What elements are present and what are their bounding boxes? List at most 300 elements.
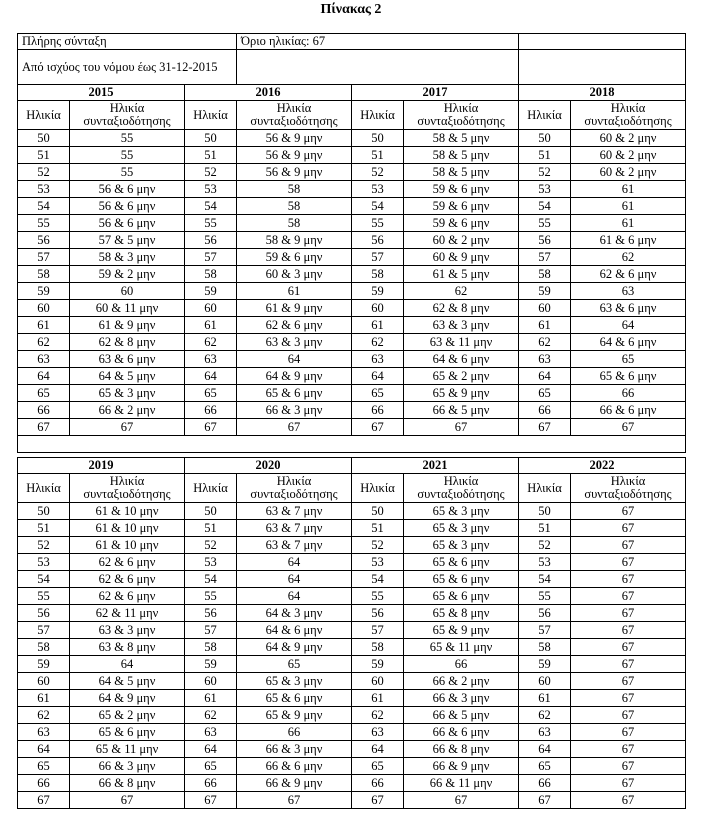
pension-age-cell: 56 & 6 μην — [70, 215, 185, 232]
column-header-age: Ηλικία — [185, 474, 237, 503]
age-cell: 56 — [352, 232, 404, 249]
age-cell: 62 — [352, 707, 404, 724]
age-cell: 64 — [18, 741, 70, 758]
age-cell: 50 — [519, 503, 571, 520]
pension-age-cell: 59 & 6 μην — [237, 249, 352, 266]
pension-age-cell: 66 & 6 μην — [237, 758, 352, 775]
age-cell: 50 — [185, 130, 237, 147]
pension-age-cell: 67 — [571, 792, 686, 809]
age-cell: 64 — [185, 368, 237, 385]
age-cell: 53 — [352, 181, 404, 198]
age-cell: 53 — [185, 181, 237, 198]
age-cell: 59 — [352, 283, 404, 300]
age-cell: 65 — [18, 758, 70, 775]
pension-age-cell: 62 & 6 μην — [70, 554, 185, 571]
pension-age-cell: 59 & 2 μην — [70, 266, 185, 283]
age-cell: 51 — [18, 147, 70, 164]
pension-age-cell: 64 & 6 μην — [571, 334, 686, 351]
age-cell: 55 — [185, 215, 237, 232]
pension-age-cell: 65 & 2 μην — [404, 368, 519, 385]
pension-age-cell: 58 & 5 μην — [404, 130, 519, 147]
pension-age-cell: 67 — [571, 622, 686, 639]
column-header-pension-age: Ηλικία συνταξιοδότησης — [571, 101, 686, 130]
table-row — [18, 317, 686, 334]
age-cell: 53 — [519, 181, 571, 198]
pension-table-2019-2022 — [17, 457, 686, 809]
pension-age-cell: 55 — [70, 164, 185, 181]
pension-age-cell: 61 & 6 μην — [571, 232, 686, 249]
age-cell: 64 — [352, 741, 404, 758]
age-cell: 60 — [185, 673, 237, 690]
pension-age-cell: 64 — [237, 351, 352, 368]
pension-age-cell: 67 — [571, 741, 686, 758]
year-header: 2020 — [185, 458, 352, 474]
age-cell: 57 — [519, 622, 571, 639]
pension-age-cell: 65 & 3 μην — [237, 673, 352, 690]
pension-age-cell: 66 & 9 μην — [237, 775, 352, 792]
age-cell: 54 — [352, 571, 404, 588]
pension-age-cell: 66 & 6 μην — [404, 724, 519, 741]
age-cell: 64 — [185, 741, 237, 758]
age-cell: 58 — [18, 266, 70, 283]
pension-table-2015-2018 — [17, 33, 686, 453]
pension-age-cell: 56 & 9 μην — [237, 164, 352, 181]
age-cell: 65 — [185, 758, 237, 775]
pension-age-cell: 61 — [571, 198, 686, 215]
pension-age-cell: 66 — [404, 656, 519, 673]
age-cell: 65 — [519, 758, 571, 775]
age-cell: 61 — [352, 317, 404, 334]
year-header: 2021 — [352, 458, 519, 474]
age-cell: 67 — [18, 792, 70, 809]
pension-age-cell: 58 — [237, 198, 352, 215]
age-cell: 57 — [519, 249, 571, 266]
pension-age-cell: 67 — [70, 419, 185, 436]
age-cell: 51 — [519, 147, 571, 164]
age-cell: 55 — [18, 215, 70, 232]
age-cell: 51 — [352, 147, 404, 164]
age-cell: 65 — [185, 385, 237, 402]
pension-age-cell: 63 & 6 μην — [571, 300, 686, 317]
pension-age-cell: 64 & 9 μην — [70, 690, 185, 707]
pension-age-cell: 60 & 2 μην — [571, 164, 686, 181]
age-cell: 53 — [18, 181, 70, 198]
age-cell: 55 — [519, 588, 571, 605]
pension-age-cell: 64 — [237, 554, 352, 571]
pension-age-cell: 65 & 8 μην — [404, 605, 519, 622]
table-row — [18, 792, 686, 809]
age-cell: 67 — [352, 419, 404, 436]
age-cell: 65 — [352, 385, 404, 402]
pension-age-cell: 61 & 9 μην — [70, 317, 185, 334]
pension-age-cell: 58 — [237, 181, 352, 198]
spacer-row — [18, 436, 686, 453]
age-cell: 52 — [185, 164, 237, 181]
column-header-pension-age: Ηλικία συνταξιοδότησης — [70, 101, 185, 130]
pension-age-cell: 63 & 7 μην — [237, 503, 352, 520]
table-row — [18, 130, 686, 147]
pension-age-cell: 65 & 9 μην — [404, 385, 519, 402]
pension-age-cell: 62 — [571, 249, 686, 266]
pension-age-cell: 63 & 8 μην — [70, 639, 185, 656]
pension-age-cell: 64 — [70, 656, 185, 673]
age-cell: 62 — [185, 707, 237, 724]
pension-age-cell: 67 — [571, 775, 686, 792]
age-cell: 51 — [18, 520, 70, 537]
pension-age-cell: 64 & 5 μην — [70, 673, 185, 690]
table-row — [18, 622, 686, 639]
table-row — [18, 164, 686, 181]
pension-age-cell: 67 — [571, 537, 686, 554]
pension-age-cell: 60 & 2 μην — [571, 147, 686, 164]
age-cell: 61 — [18, 690, 70, 707]
pension-age-cell: 58 — [237, 215, 352, 232]
age-cell: 61 — [352, 690, 404, 707]
pension-age-cell: 58 & 9 μην — [237, 232, 352, 249]
table-row — [18, 554, 686, 571]
age-cell: 61 — [519, 690, 571, 707]
pension-age-cell: 67 — [571, 707, 686, 724]
age-cell: 67 — [185, 419, 237, 436]
age-cell: 56 — [185, 232, 237, 249]
column-header-pension-age: Ηλικία συνταξιοδότησης — [237, 474, 352, 503]
table-row — [18, 147, 686, 164]
empty-header-cell — [237, 50, 519, 85]
table-row — [18, 588, 686, 605]
pension-age-cell: 67 — [571, 673, 686, 690]
age-cell: 60 — [519, 673, 571, 690]
age-cell: 50 — [519, 130, 571, 147]
pension-age-cell: 65 & 6 μην — [237, 690, 352, 707]
table-row — [18, 724, 686, 741]
table-row — [18, 741, 686, 758]
age-cell: 58 — [185, 639, 237, 656]
age-cell: 58 — [352, 266, 404, 283]
pension-age-cell: 64 & 6 μην — [404, 351, 519, 368]
column-header-age: Ηλικία — [352, 474, 404, 503]
year-header: 2015 — [18, 85, 185, 101]
pension-age-cell: 62 & 8 μην — [70, 334, 185, 351]
table-row — [18, 503, 686, 520]
age-cell: 50 — [185, 503, 237, 520]
table-row — [18, 181, 686, 198]
pension-age-cell: 65 & 2 μην — [70, 707, 185, 724]
age-cell: 55 — [352, 215, 404, 232]
pension-age-cell: 64 & 9 μην — [237, 639, 352, 656]
pension-age-cell: 66 — [237, 724, 352, 741]
age-cell: 56 — [352, 605, 404, 622]
table-row — [18, 775, 686, 792]
pension-age-cell: 65 & 6 μην — [404, 588, 519, 605]
pension-age-cell: 65 & 6 μην — [571, 368, 686, 385]
pension-age-cell: 67 — [571, 724, 686, 741]
age-cell: 59 — [519, 283, 571, 300]
pension-age-cell: 66 & 3 μην — [237, 741, 352, 758]
pension-age-cell: 64 — [237, 588, 352, 605]
pension-age-cell: 66 — [571, 385, 686, 402]
age-cell: 50 — [18, 130, 70, 147]
column-header-age: Ηλικία — [519, 474, 571, 503]
empty-header-cell — [519, 34, 686, 50]
pension-age-cell: 65 & 6 μην — [404, 571, 519, 588]
age-cell: 67 — [18, 419, 70, 436]
from-law-label: Από ισχύος του νόμου έως 31-12-2015 — [18, 50, 237, 85]
pension-age-cell: 62 & 6 μην — [571, 266, 686, 283]
age-cell: 67 — [352, 792, 404, 809]
column-header-pension-age: Ηλικία συνταξιοδότησης — [70, 474, 185, 503]
pension-age-cell: 67 — [237, 792, 352, 809]
pension-age-cell: 63 & 7 μην — [237, 537, 352, 554]
pension-age-cell: 66 & 5 μην — [404, 707, 519, 724]
age-cell: 55 — [352, 588, 404, 605]
age-cell: 59 — [185, 656, 237, 673]
pension-age-cell: 64 — [237, 571, 352, 588]
age-cell: 63 — [519, 724, 571, 741]
age-cell: 56 — [18, 605, 70, 622]
pension-age-cell: 61 & 5 μην — [404, 266, 519, 283]
pension-age-cell: 56 & 6 μην — [70, 181, 185, 198]
age-cell: 50 — [352, 503, 404, 520]
age-cell: 55 — [519, 215, 571, 232]
pension-age-cell: 65 & 11 μην — [404, 639, 519, 656]
age-cell: 62 — [18, 334, 70, 351]
age-cell: 63 — [185, 351, 237, 368]
age-cell: 54 — [519, 198, 571, 215]
year-header: 2016 — [185, 85, 352, 101]
age-cell: 51 — [352, 520, 404, 537]
pension-age-cell: 61 & 10 μην — [70, 503, 185, 520]
pension-age-cell: 67 — [571, 520, 686, 537]
pension-age-cell: 60 & 2 μην — [571, 130, 686, 147]
table-row — [18, 639, 686, 656]
age-cell: 66 — [18, 402, 70, 419]
pension-age-cell: 65 & 9 μην — [237, 707, 352, 724]
age-cell: 52 — [519, 537, 571, 554]
year-header: 2017 — [352, 85, 519, 101]
age-cell: 56 — [519, 232, 571, 249]
pension-age-cell: 58 & 5 μην — [404, 147, 519, 164]
pension-age-cell: 64 & 5 μην — [70, 368, 185, 385]
age-cell: 58 — [519, 639, 571, 656]
age-cell: 53 — [352, 554, 404, 571]
age-cell: 59 — [185, 283, 237, 300]
column-header-pension-age: Ηλικία συνταξιοδότησης — [571, 474, 686, 503]
age-cell: 63 — [352, 724, 404, 741]
table-row — [18, 571, 686, 588]
table-row — [18, 402, 686, 419]
pension-age-cell: 63 & 3 μην — [404, 317, 519, 334]
pension-age-cell: 62 & 6 μην — [70, 588, 185, 605]
empty-header-cell — [519, 50, 686, 85]
column-header-pension-age: Ηλικία συνταξιοδότησης — [237, 101, 352, 130]
table-row — [18, 266, 686, 283]
pension-age-cell: 66 & 5 μην — [404, 402, 519, 419]
pension-age-cell: 62 & 11 μην — [70, 605, 185, 622]
pension-age-cell: 64 & 6 μην — [237, 622, 352, 639]
age-cell: 60 — [352, 300, 404, 317]
pension-age-cell: 63 & 6 μην — [70, 351, 185, 368]
age-cell: 53 — [185, 554, 237, 571]
age-cell: 63 — [519, 351, 571, 368]
pension-age-cell: 66 & 6 μην — [571, 402, 686, 419]
pension-age-cell: 60 & 3 μην — [237, 266, 352, 283]
age-cell: 60 — [18, 673, 70, 690]
age-cell: 57 — [352, 249, 404, 266]
pension-age-cell: 63 — [571, 283, 686, 300]
age-cell: 66 — [352, 775, 404, 792]
age-cell: 52 — [185, 537, 237, 554]
age-cell: 50 — [18, 503, 70, 520]
pension-age-cell: 58 & 5 μην — [404, 164, 519, 181]
age-cell: 64 — [18, 368, 70, 385]
age-cell: 58 — [18, 639, 70, 656]
pension-age-cell: 64 — [571, 317, 686, 334]
age-cell: 54 — [185, 198, 237, 215]
age-cell: 59 — [18, 283, 70, 300]
age-cell: 51 — [185, 520, 237, 537]
age-cell: 63 — [352, 351, 404, 368]
age-cell: 62 — [352, 334, 404, 351]
pension-age-cell: 59 & 6 μην — [404, 198, 519, 215]
age-limit-label: Όριο ηλικίας: 67 — [237, 34, 519, 50]
pension-age-cell: 67 — [571, 758, 686, 775]
age-cell: 58 — [185, 266, 237, 283]
age-cell: 61 — [185, 317, 237, 334]
age-cell: 60 — [185, 300, 237, 317]
pension-age-cell: 66 & 8 μην — [70, 775, 185, 792]
age-cell: 61 — [519, 317, 571, 334]
pension-age-cell: 61 — [571, 215, 686, 232]
pension-age-cell: 63 & 3 μην — [70, 622, 185, 639]
age-cell: 57 — [18, 622, 70, 639]
pension-age-cell: 65 & 3 μην — [404, 503, 519, 520]
column-header-pension-age: Ηλικία συνταξιοδότησης — [404, 101, 519, 130]
pension-age-cell: 56 & 6 μην — [70, 198, 185, 215]
age-cell: 57 — [18, 249, 70, 266]
age-cell: 63 — [18, 724, 70, 741]
table-row — [18, 198, 686, 215]
age-cell: 60 — [18, 300, 70, 317]
full-pension-label: Πλήρης σύνταξη — [18, 34, 237, 50]
pension-age-cell: 60 & 9 μην — [404, 249, 519, 266]
age-cell: 66 — [18, 775, 70, 792]
table-title: Πίνακας 2 — [320, 2, 382, 17]
pension-age-cell: 64 & 3 μην — [237, 605, 352, 622]
pension-age-cell: 66 & 9 μην — [404, 758, 519, 775]
pension-age-cell: 66 & 3 μην — [237, 402, 352, 419]
pension-age-cell: 67 — [70, 792, 185, 809]
pension-age-cell: 67 — [571, 605, 686, 622]
table-row — [18, 368, 686, 385]
age-cell: 58 — [519, 266, 571, 283]
age-cell: 54 — [18, 198, 70, 215]
pension-age-cell: 66 & 2 μην — [70, 402, 185, 419]
pension-age-cell: 66 & 3 μην — [70, 758, 185, 775]
pension-age-cell: 56 & 9 μην — [237, 147, 352, 164]
age-cell: 56 — [185, 605, 237, 622]
age-cell: 50 — [352, 130, 404, 147]
age-cell: 52 — [519, 164, 571, 181]
table-row — [18, 605, 686, 622]
pension-age-cell: 67 — [571, 639, 686, 656]
age-cell: 66 — [185, 402, 237, 419]
pension-age-cell: 67 — [237, 419, 352, 436]
pension-age-cell: 65 — [571, 351, 686, 368]
age-cell: 61 — [18, 317, 70, 334]
table-row — [18, 419, 686, 436]
pension-age-cell: 66 & 11 μην — [404, 775, 519, 792]
pension-age-cell: 67 — [571, 419, 686, 436]
year-header: 2019 — [18, 458, 185, 474]
pension-age-cell: 65 & 3 μην — [404, 537, 519, 554]
age-cell: 64 — [519, 741, 571, 758]
age-cell: 54 — [352, 198, 404, 215]
pension-age-cell: 67 — [404, 419, 519, 436]
pension-age-cell: 65 & 9 μην — [404, 622, 519, 639]
pension-age-cell: 66 & 8 μην — [404, 741, 519, 758]
pension-age-cell: 65 & 6 μην — [70, 724, 185, 741]
age-cell: 67 — [185, 792, 237, 809]
age-cell: 56 — [519, 605, 571, 622]
age-cell: 67 — [519, 792, 571, 809]
year-header: 2022 — [519, 458, 686, 474]
pension-age-cell: 58 & 3 μην — [70, 249, 185, 266]
pension-age-cell: 63 & 3 μην — [237, 334, 352, 351]
age-cell: 52 — [18, 537, 70, 554]
age-cell: 53 — [519, 554, 571, 571]
age-cell: 65 — [18, 385, 70, 402]
age-cell: 66 — [519, 775, 571, 792]
age-cell: 62 — [18, 707, 70, 724]
table-row — [18, 215, 686, 232]
age-cell: 60 — [352, 673, 404, 690]
pension-age-cell: 55 — [70, 147, 185, 164]
table-row — [18, 707, 686, 724]
pension-age-cell: 61 & 9 μην — [237, 300, 352, 317]
age-cell: 62 — [185, 334, 237, 351]
age-cell: 64 — [352, 368, 404, 385]
column-header-pension-age: Ηλικία συνταξιοδότησης — [404, 474, 519, 503]
table-row — [18, 537, 686, 554]
table-row — [18, 334, 686, 351]
age-cell: 66 — [185, 775, 237, 792]
pension-age-cell: 55 — [70, 130, 185, 147]
age-cell: 56 — [18, 232, 70, 249]
table-row — [18, 351, 686, 368]
age-cell: 59 — [352, 656, 404, 673]
column-header-age: Ηλικία — [352, 101, 404, 130]
pension-age-cell: 67 — [571, 588, 686, 605]
age-cell: 60 — [519, 300, 571, 317]
age-cell: 54 — [18, 571, 70, 588]
pension-age-cell: 67 — [571, 503, 686, 520]
age-cell: 54 — [185, 571, 237, 588]
pension-age-cell: 67 — [571, 554, 686, 571]
pension-age-cell: 65 & 3 μην — [70, 385, 185, 402]
age-cell: 61 — [185, 690, 237, 707]
age-cell: 57 — [352, 622, 404, 639]
pension-age-cell: 60 & 11 μην — [70, 300, 185, 317]
table-row — [18, 385, 686, 402]
age-cell: 65 — [352, 758, 404, 775]
pension-age-cell: 67 — [571, 571, 686, 588]
pension-age-cell: 65 & 6 μην — [404, 554, 519, 571]
pension-age-cell: 62 & 6 μην — [70, 571, 185, 588]
age-cell: 63 — [18, 351, 70, 368]
age-cell: 57 — [185, 622, 237, 639]
pension-age-cell: 67 — [571, 656, 686, 673]
pension-age-cell: 67 — [404, 792, 519, 809]
